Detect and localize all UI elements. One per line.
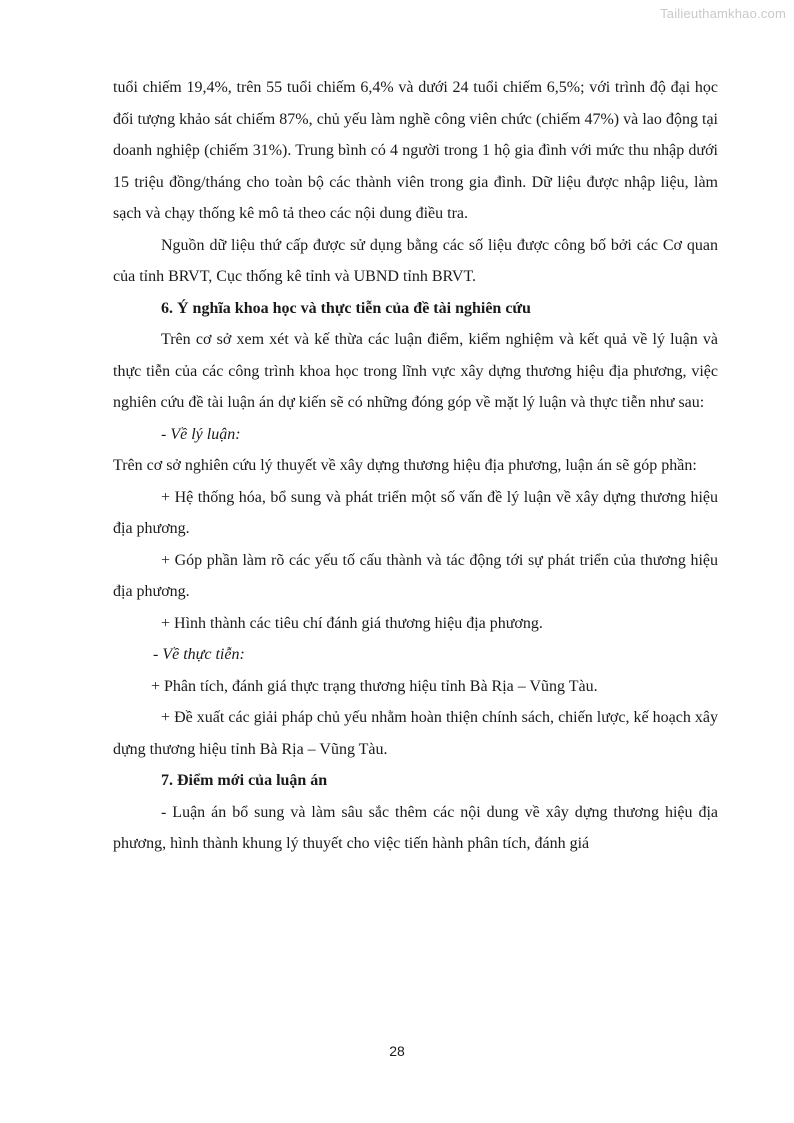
- paragraph-theory-intro: Trên cơ sở nghiên cứu lý thuyết về xây dựng thương hiệu địa phương, luận án sẽ góp phần:: [113, 457, 697, 474]
- bullet-practice-1: + Phân tích, đánh giá thực trạng thương hiệu tỉnh Bà Rịa – Vũng Tàu.: [151, 677, 598, 695]
- paragraph-survey-demographics: tuổi chiếm 19,4%, trên 55 tuổi chiếm 6,4% và dưới 24 tuổi chiếm 6,5%; với trình độ đại học đối tượng khảo sát chiếm 87%, chủ yếu làm nghề công viên chức (chiếm 47%) và lao động tại doanh nghiệp (chiếm 31%). Trung bình có 4 người trong 1 hộ gia đình với mức thu nhập dưới 15 triệu đồng/tháng cho toàn bộ các thành viên trong gia đình. Dữ liệu được nhập liệu, làm sạch và chạy thống kê mô tả theo các nội dung điều tra.: [113, 79, 718, 222]
- watermark-text: Tailieuthamkhao.com: [660, 6, 786, 21]
- document-body: [113, 72, 718, 860]
- paragraph-significance-intro: Trên cơ sở xem xét và kế thừa các luận điểm, kiểm nghiệm và kết quả về lý luận và thực tiễn của các công trình khoa học trong lĩnh vực xây dựng thương hiệu địa phương, việc nghiên cứu đề tài luận án dự kiến sẽ có những đóng góp về mặt lý luận và thực tiễn như sau:: [113, 331, 718, 411]
- bullet-theory-2: + Góp phần làm rõ các yếu tố cấu thành và tác động tới sự phát triển của thương hiệu địa phương.: [113, 551, 718, 600]
- paragraph-secondary-data: Nguồn dữ liệu thứ cấp được sử dụng bằng các số liệu được công bố bởi các Cơ quan của tỉnh BRVT, Cục thống kê tỉnh và UBND tỉnh BRVT.: [113, 236, 718, 285]
- bullet-theory-1: + Hệ thống hóa, bổ sung và phát triển một số vấn đề lý luận về xây dựng thương hiệu địa phương.: [113, 488, 718, 537]
- page-number: 28: [389, 1043, 405, 1059]
- bullet-theory-3: + Hình thành các tiêu chí đánh giá thương hiệu địa phương.: [161, 614, 543, 632]
- section-heading-7: 7. Điểm mới của luận án: [161, 772, 328, 789]
- label-theory: - Về lý luận:: [161, 425, 241, 443]
- label-practice: - Về thực tiễn:: [153, 646, 245, 663]
- section-heading-6: 6. Ý nghĩa khoa học và thực tiễn của đề tài nghiên cứu: [161, 299, 531, 317]
- bullet-practice-2: + Đề xuất các giải pháp chủ yếu nhằm hoàn thiện chính sách, chiến lược, kế hoạch xây dựng thương hiệu tỉnh Bà Rịa – Vũng Tàu.: [113, 709, 718, 758]
- paragraph-novelty-1: - Luận án bổ sung và làm sâu sắc thêm các nội dung về xây dựng thương hiệu địa phương, hình thành khung lý thuyết cho việc tiến hành phân tích, đánh giá: [113, 803, 718, 852]
